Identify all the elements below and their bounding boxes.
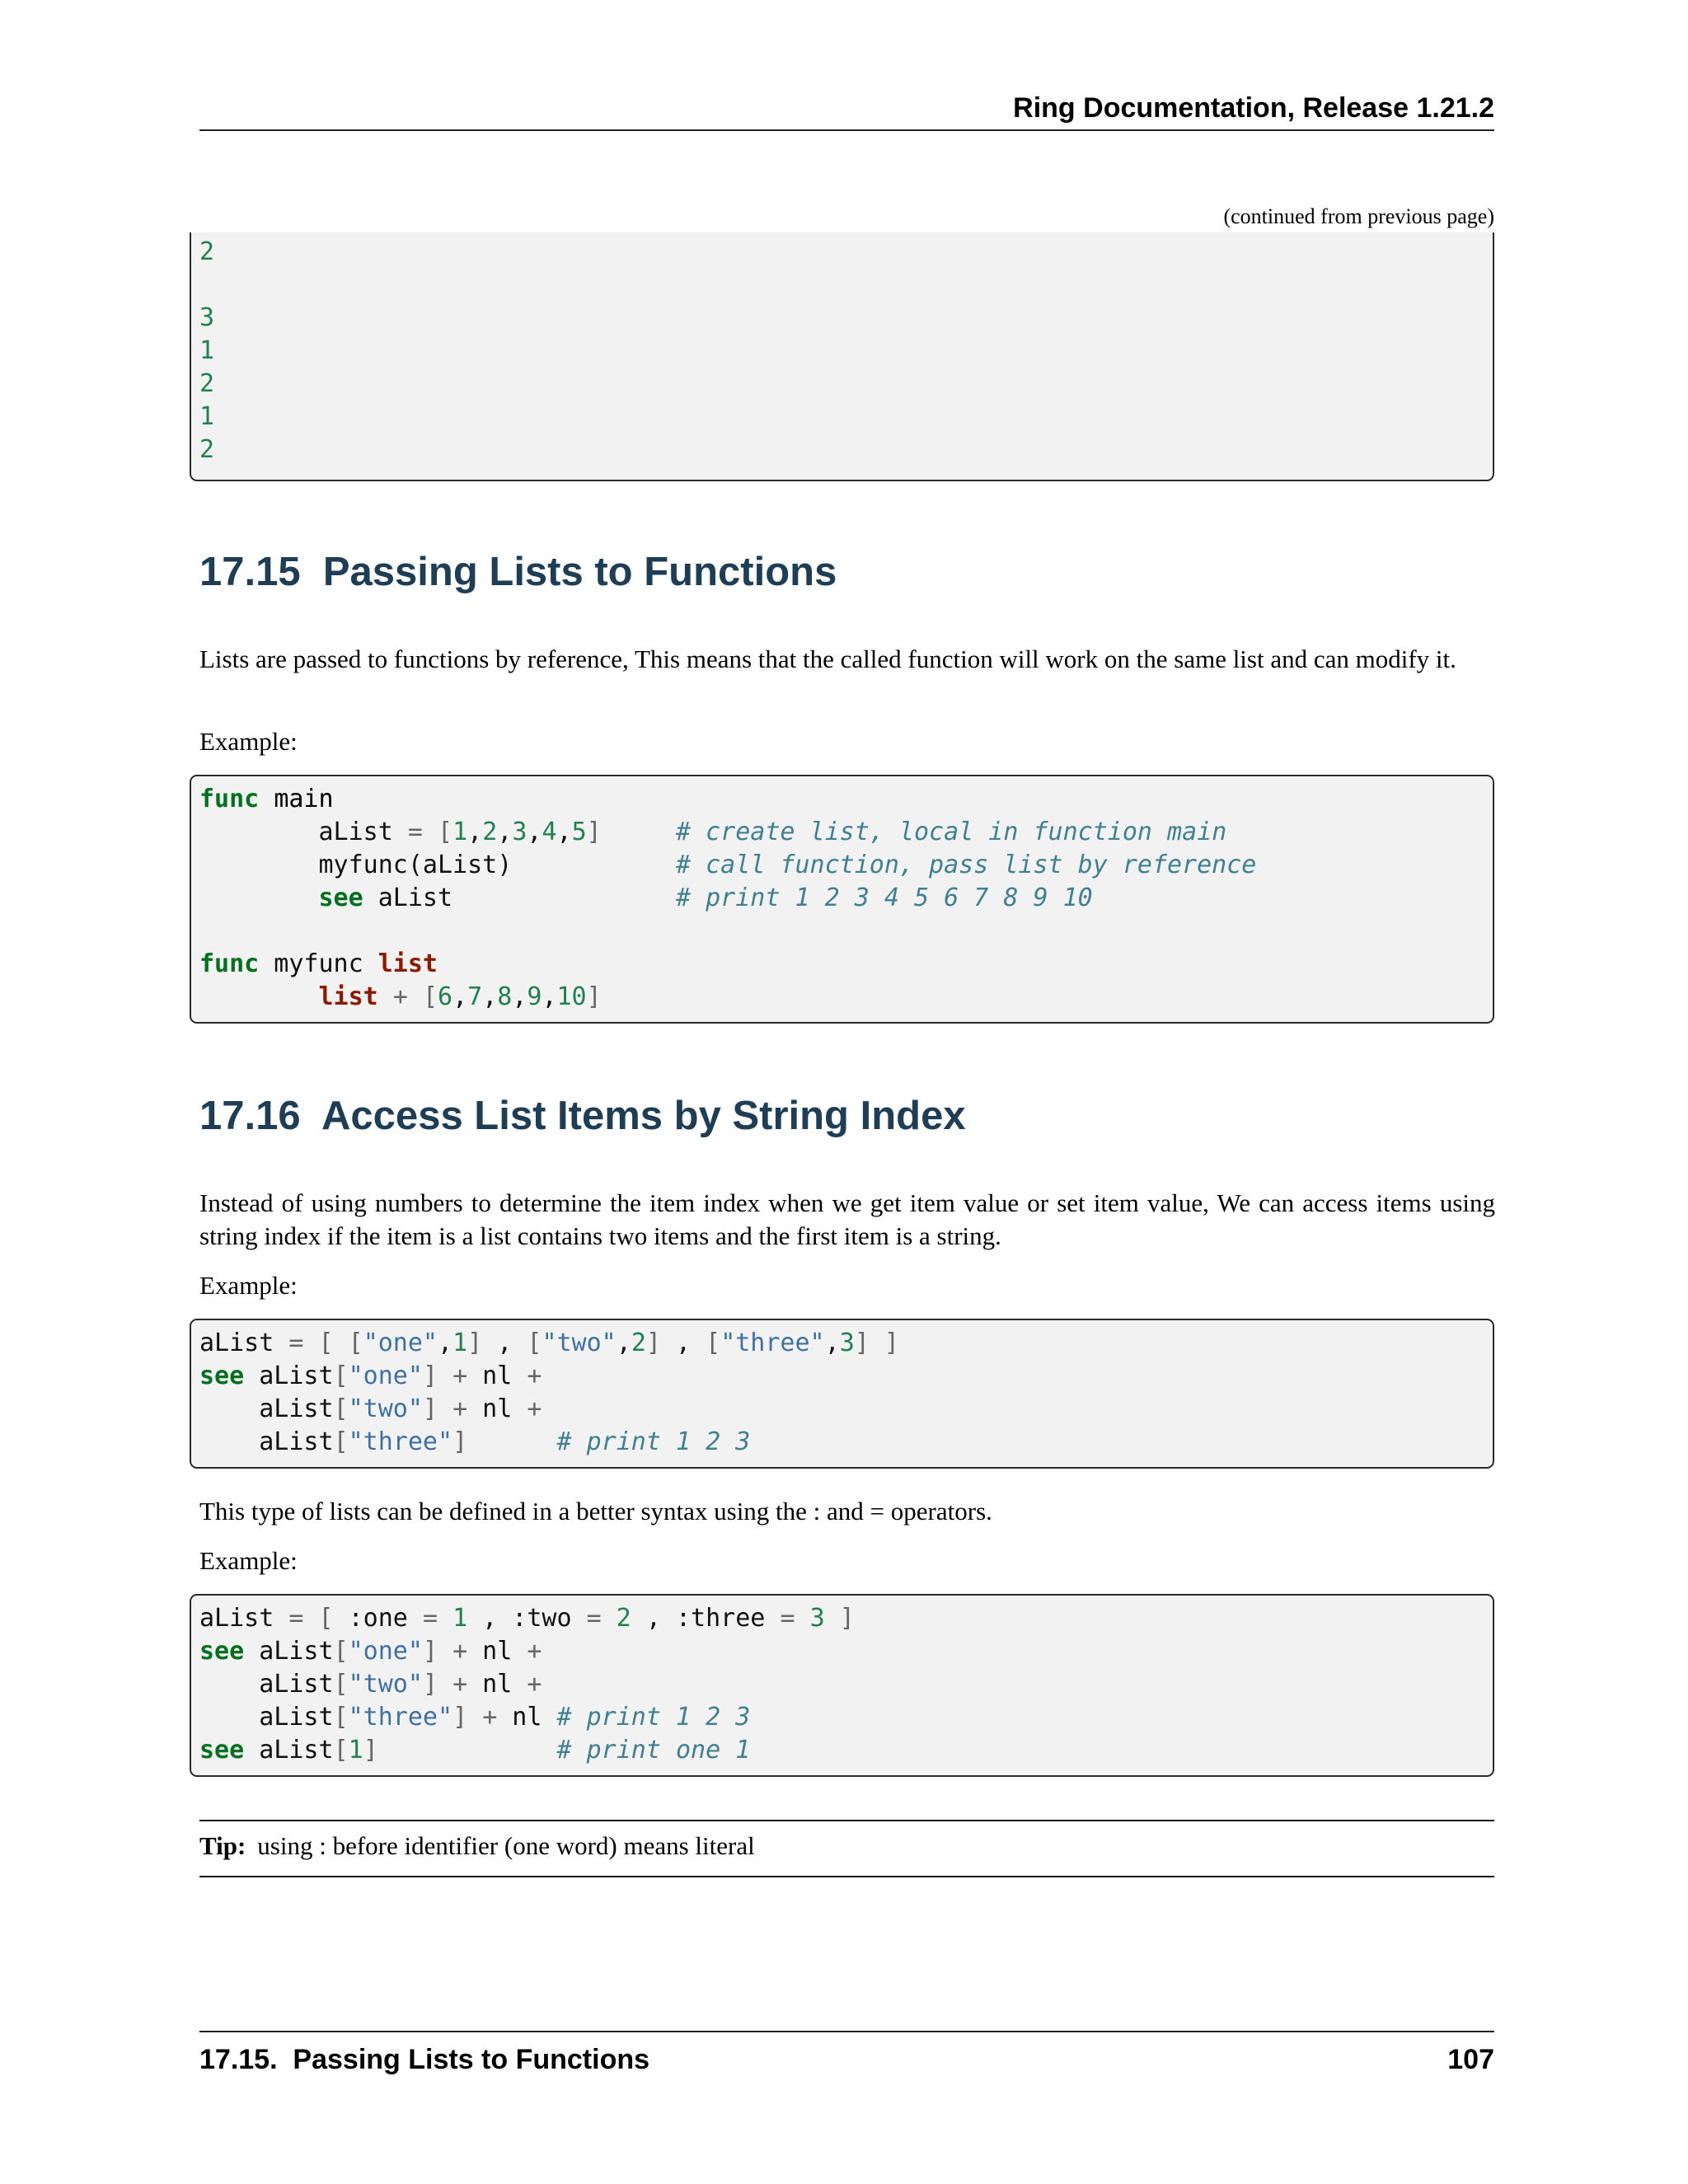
code-listing: aList = [ :one = 1 , :two = 2 , :three = 3 ] see aList["one"] + nl + aList["two"] + nl + aList["three"] + nl # print 1 2 3 see aList[1] # print one 1 — [199, 1604, 855, 1765]
tip-top-rule — [199, 1820, 1494, 1821]
footer-section-title: 17.15. Passing Lists to Functions — [199, 2044, 650, 2075]
tip-label: Tip: — [199, 1831, 246, 1860]
section-heading-17-15: 17.15 Passing Lists to Functions — [199, 550, 837, 594]
section-paragraph-2: This type of lists can be defined in a better syntax using the : and = operators. — [199, 1497, 992, 1526]
section-heading-17-16: 17.16 Access List Items by String Index — [199, 1094, 966, 1138]
tip-bottom-rule — [199, 1876, 1494, 1877]
example-label: Example: — [199, 1271, 298, 1300]
tip-note — [199, 1831, 755, 1861]
continued-note: (continued from previous page) — [1223, 204, 1494, 228]
output-code: 2 3 1 2 1 2 — [199, 237, 215, 464]
tip-text: using : before identifier (one word) means literal — [257, 1831, 755, 1860]
page-number: 107 — [1447, 2044, 1494, 2075]
example-label: Example: — [199, 727, 298, 756]
running-header: Ring Documentation, Release 1.21.2 — [1013, 92, 1494, 124]
code-block-string-index — [190, 1319, 1494, 1469]
code-listing: aList = [ ["one",1] , ["two",2] , ["three",3] ] see aList["one"] + nl + aList["two"] + nl + aList["three"] # print 1 2 3 — [199, 1329, 899, 1456]
section-paragraph: Lists are passed to functions by reference, This means that the called function will work on the same list and can modify it. — [199, 644, 1456, 673]
example-label: Example: — [199, 1546, 298, 1575]
output-block — [190, 232, 1494, 481]
code-block-literal-syntax — [190, 1594, 1494, 1777]
code-listing: func main aList = [1,2,3,4,5] # create list, local in function main myfunc(aList) # call function, pass list by reference see aList # print 1 2 3 4 5 6 7 8 9 10 func myfunc list list + [6,7,8,9,10] — [199, 785, 1257, 1011]
header-rule — [199, 129, 1494, 131]
footer-rule — [199, 2031, 1494, 2032]
code-block-passing-lists — [190, 775, 1494, 1024]
section-paragraph: Instead of using numbers to determine the item index when we get item value or set item value, We can access items using string index if the item is a list contains two items and the first item is a string. — [199, 1188, 1495, 1250]
